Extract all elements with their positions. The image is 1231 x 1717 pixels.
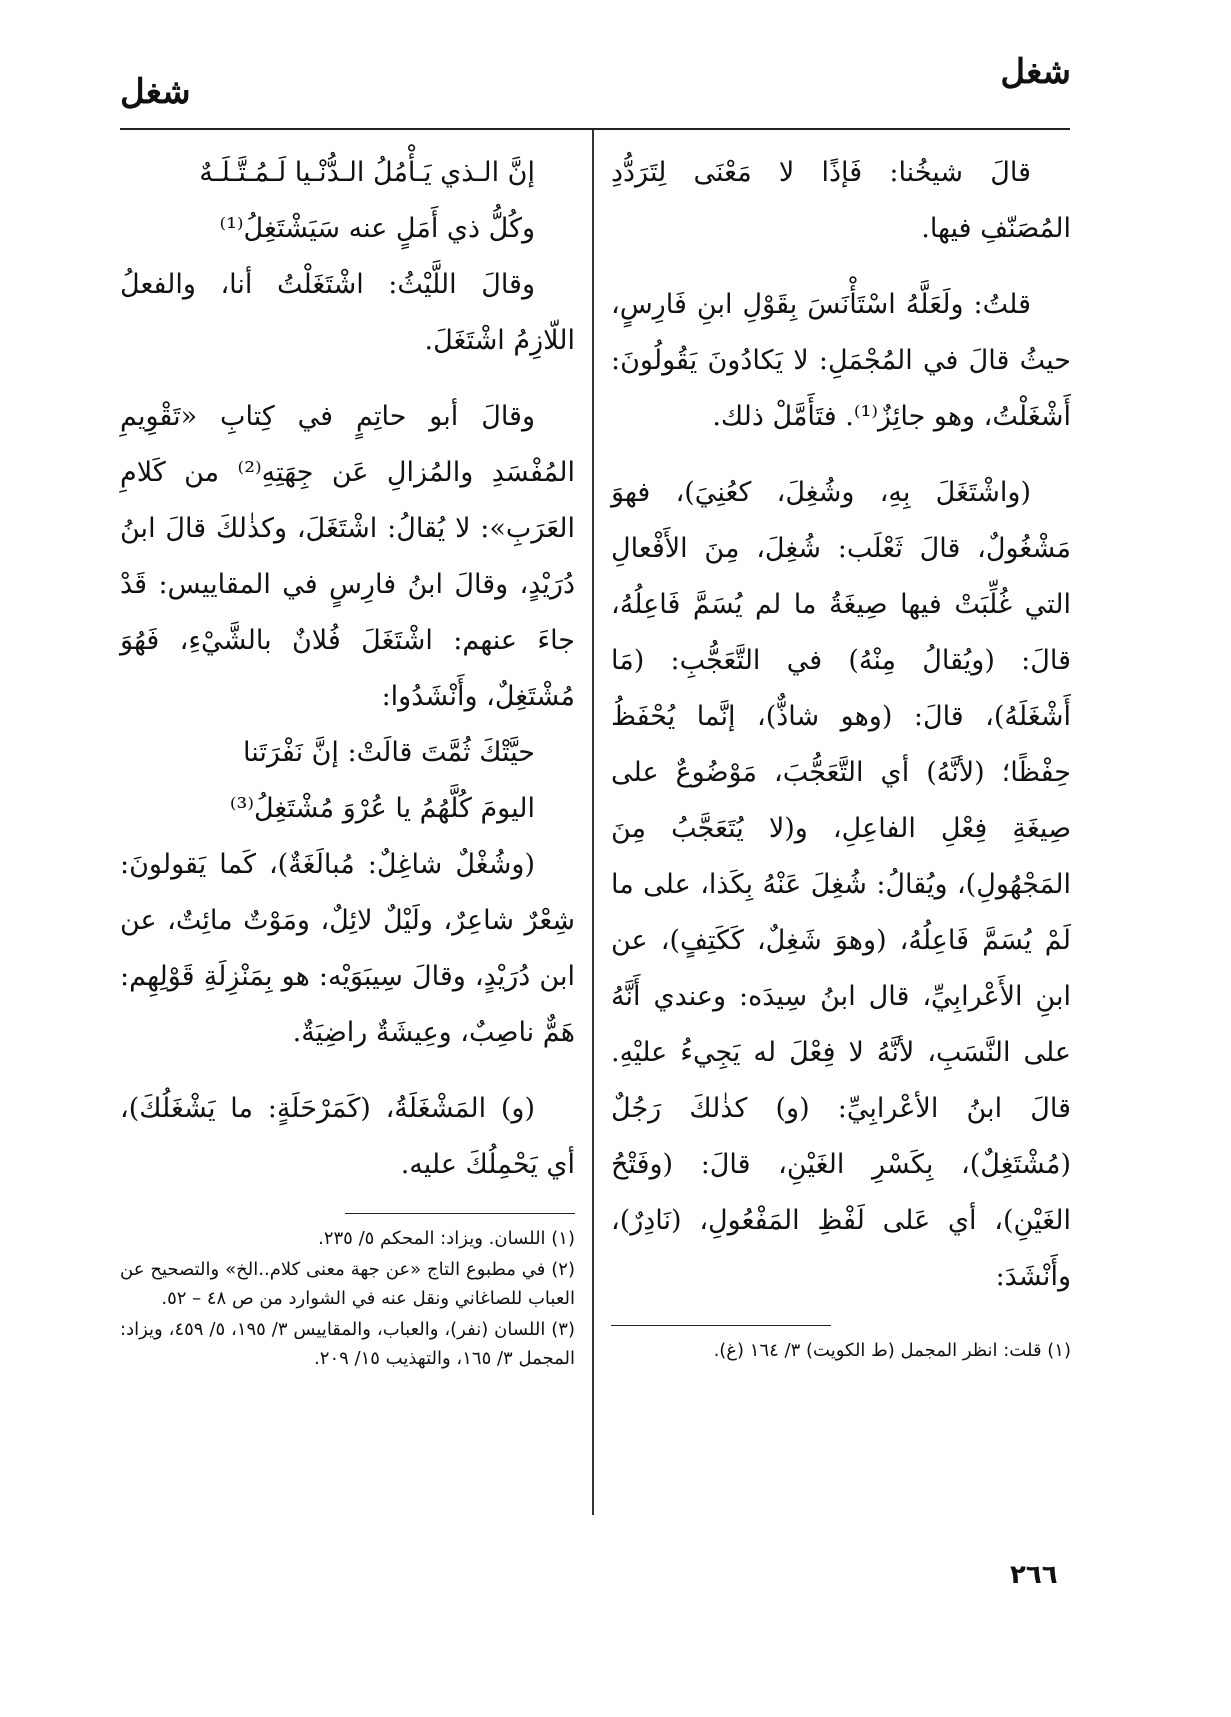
footnote-rule [611, 1325, 831, 1326]
page-number: ٢٦٦ [1010, 1560, 1058, 1590]
footnotes-left [120, 1224, 575, 1373]
running-header-left: شغل [120, 72, 191, 112]
right-column [611, 145, 1071, 1367]
footnote-rule [345, 1213, 575, 1214]
footnote: (١) اللسان. ويزاد: المحكم ٥/ ٢٣٥. [318, 1228, 575, 1249]
running-header-right: شغل [1000, 52, 1071, 92]
left-column [120, 145, 575, 1375]
verse-line: وكُلُّ ذي أَمَلٍ عنه سَيَشْتَغِلُ⁽¹⁾ [219, 213, 535, 244]
footnotes-right [611, 1336, 1071, 1365]
paragraph: وقالَ أبو حاتِمٍ في كِتابِ «تَقْوِيمِ المُفْسَدِ والمُزالِ عَن جِهَتِهِ⁽²⁾ من كَلامِ العَرَبِ»: لا يُقالُ: اشْتَغَلَ، وكذٰلكَ قالَ ابنُ دُرَيْدٍ، وقالَ ابنُ فارِسٍ في المقاييس: قَدْ جاءَ عنهم: اشْتَغَلَ فُلانٌ بالشَّيْءِ، فَهُوَ مُشْتَغِلٌ، وأَنْشَدُوا: [120, 401, 575, 712]
paragraph: (واشْتَغَلَ بِهِ، وشُغِلَ، كعُنِيَ)، فهوَ مَشْغُولٌ، قالَ ثَعْلَب: شُغِلَ، مِنَ الأَفْعالِ التي غُلِّبَتْ فيها صِيغَةُ ما لم يُسَمَّ فَاعِلُهُ، قالَ: (ويُقالُ مِنْهُ) في التَّعَجُّبِ: (مَا أَشْغَلَهُ)، قالَ: (وهو شاذٌّ)، إنَّما يُحْفَظُ حِفْظًا؛ (لأنَّهُ) أي التَّعَجُّبَ، مَوْضُوعٌ على صِيغَةِ فِعْلِ الفاعِلِ، و(لا يُتَعَجَّبُ مِنَ المَجْهُولِ)، ويُقالُ: شُغِلَ عَنْهُ بِكَذا، على ما لَمْ يُسَمَّ فَاعِلُهُ، (وهوَ شَغِلٌ، كَكَتِفٍ)، عن ابنِ الأَعْرابِيِّ، قال ابنُ سِيدَه: وعندي أَنَّهُ على النَّسَبِ، لأنَّهُ لا فِعْلَ له يَجِيءُ عليْهِ. قالَ ابنُ الأعْرابِيِّ: (و) كذٰلكَ رَجُلٌ (مُشْتَغِلٌ)، بِكَسْرِ الغَيْنِ، قالَ: (وفَتْحُ الغَيْنِ)، أي عَلى لَفْظِ المَفْعُولِ، (نَادِرٌ)، وأَنْشَدَ: [611, 477, 1071, 1292]
verse-line: حيَّتْكَ ثُمَّتَ قالَتْ: إنَّ نَفْرَتَنا [243, 737, 535, 768]
footnote: (٢) في مطبوع التاج «عن جهة معنى كلام..الخ» والتصحيح عن العباب للصاغاني ونقل عنه في الشوارد من ص ٤٨ – ٥٢. [120, 1259, 575, 1309]
paragraph: (و) المَشْغَلَةُ، (كَمَرْحَلَةٍ: ما يَشْغَلُكَ)، أي يَحْمِلُكَ عليه. [120, 1093, 575, 1180]
verse-line: اليومَ كُلَّهُمُ يا عُرْوَ مُشْتَغِلُ⁽³⁾ [229, 793, 535, 824]
paragraph: (وشُغْلٌ شاغِلٌ: مُبالَغَةٌ)، كَما يَقولونَ: شِعْرٌ شاعِرٌ، ولَيْلٌ لائِلٌ، ومَوْتٌ مائِتٌ، عن ابن دُرَيْدٍ، وقالَ سِيبَوَيْه: هو بِمَنْزِلَةِ قَوْلِهِم: هَمٌّ ناصِبٌ، وعِيشَةٌ راضِيَةٌ. [120, 849, 575, 1048]
footnote: (١) قلت: انظر المجمل (ط الكويت) ٣/ ١٦٤ (غ). [713, 1340, 1071, 1361]
paragraph: قالَ شيخُنا: فَإذًا لا مَعْنَى لِتَرَدُّدِ المُصَنّفِ فيها. [611, 157, 1071, 244]
paragraph: قلتُ: ولَعَلَّهُ اسْتَأْنَسَ بِقَوْلِ ابنِ فَارِسٍ، حيثُ قالَ في المُجْمَلِ: لا يَكادُونَ يَقُولُونَ: أَشْغَلْتُ، وهو جائِزٌ⁽¹⁾. فتَأَمَّلْ ذلك. [611, 289, 1071, 432]
column-divider [592, 130, 594, 1515]
header-rule [120, 128, 1070, 130]
paragraph: وقالَ اللَّيْثُ: اشْتَغَلْتُ أنا، والفعلُ اللّازِمُ اشْتَغَلَ. [120, 269, 575, 356]
verse-line: إنَّ الـذي يَـأْمُلُ الـدُّنْـيا لَـمُـتَّـلَـهٌ [199, 157, 535, 188]
footnote: (٣) اللسان (نفر)، والعباب، والمقاييس ٣/ ١٩٥، ٥/ ٤٥٩، ويزاد: المجمل ٣/ ١٦٥، والتهذيب ١٥/ ٢٠٩. [120, 1319, 575, 1369]
